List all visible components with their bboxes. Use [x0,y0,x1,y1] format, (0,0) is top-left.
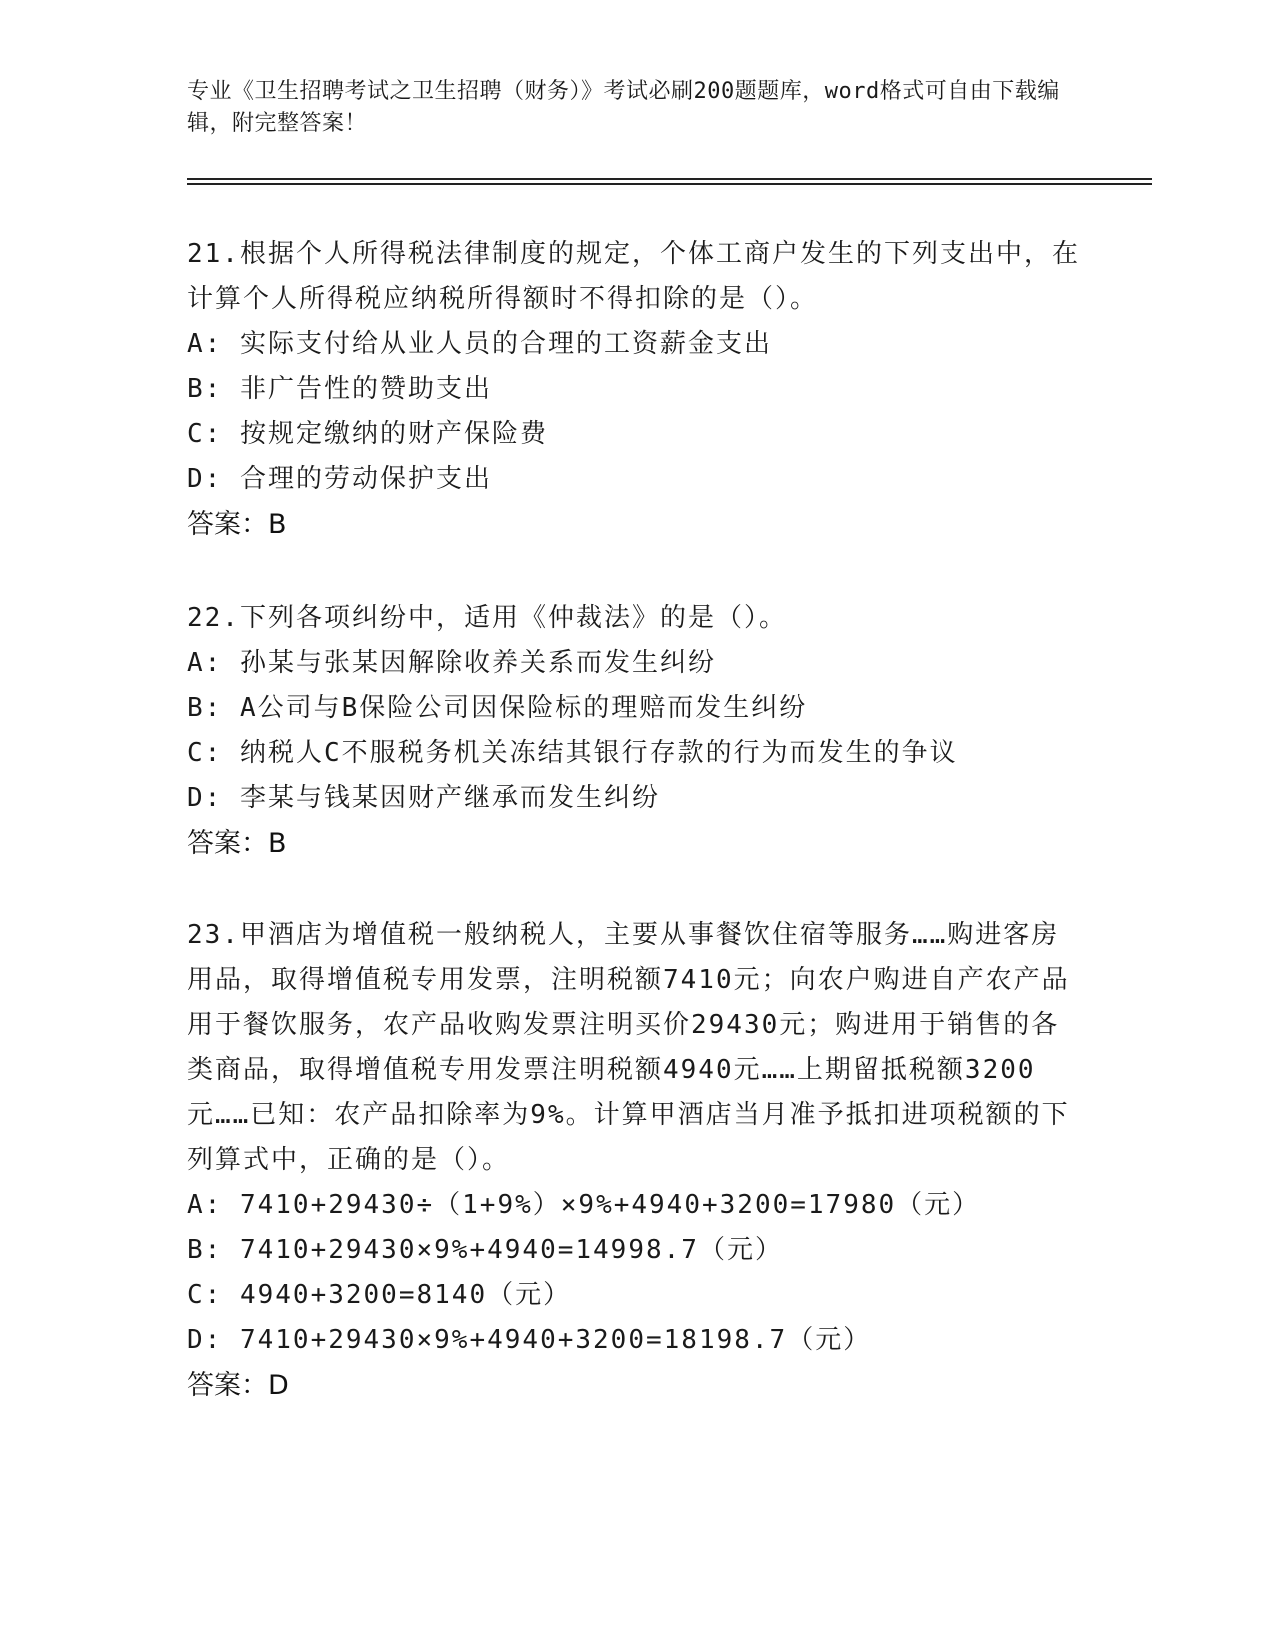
header-divider-bottom [187,183,1152,185]
option-d: D: 7410+29430×9%+4940+3200=18198.7（元） [187,1325,872,1355]
answer: 答案：B [187,509,287,540]
question-23 [187,913,1087,1408]
option-b: B: A公司与B保险公司因保险标的理赔而发生纠纷 [187,693,808,723]
question-stem: 22.下列各项纠纷中，适用《仲裁法》的是（）。 [187,603,787,633]
option-c: C: 4940+3200=8140（元） [187,1280,572,1310]
option-b: B: 7410+29430×9%+4940=14998.7（元） [187,1235,783,1265]
answer: 答案：B [187,828,287,859]
option-b: B: 非广告性的赞助支出 [187,374,492,404]
option-d: D: 合理的劳动保护支出 [187,464,492,494]
question-stem: 21.根据个人所得税法律制度的规定，个体工商户发生的下列支出中，在计算个人所得税应纳税所得额时不得扣除的是（）。 [187,239,1080,314]
header-divider-top [187,178,1152,180]
option-d: D: 李某与钱某因财产继承而发生纠纷 [187,783,660,813]
option-a: A: 孙某与张某因解除收养关系而发生纠纷 [187,648,716,678]
option-c: C: 纳税人C不服税务机关冻结其银行存款的行为而发生的争议 [187,738,958,768]
option-c: C: 按规定缴纳的财产保险费 [187,419,548,449]
option-a: A: 实际支付给从业人员的合理的工资薪金支出 [187,329,772,359]
answer: 答案：D [187,1370,289,1401]
question-stem: 23.甲酒店为增值税一般纳税人，主要从事餐饮住宿等服务……购进客房用品，取得增值税专用发票，注明税额7410元；向农户购进自产农产品用于餐饮服务，农产品收购发票注明买价29430元；购进用于销售的各类商品，取得增值税专用发票注明税额4940元……上期留抵税额3200元……已知：农产品扣除率为9%。计算甲酒店当月准予抵扣进项税额的下列算式中，正确的是（）。 [187,920,1070,1175]
question-22 [187,596,1087,866]
question-21 [187,232,1087,547]
document-header: 专业《卫生招聘考试之卫生招聘（财务）》考试必刷200题题库，word格式可自由下载编辑，附完整答案！ [187,79,1060,136]
option-a: A: 7410+29430÷（1+9%）×9%+4940+3200=17980（元） [187,1190,981,1220]
